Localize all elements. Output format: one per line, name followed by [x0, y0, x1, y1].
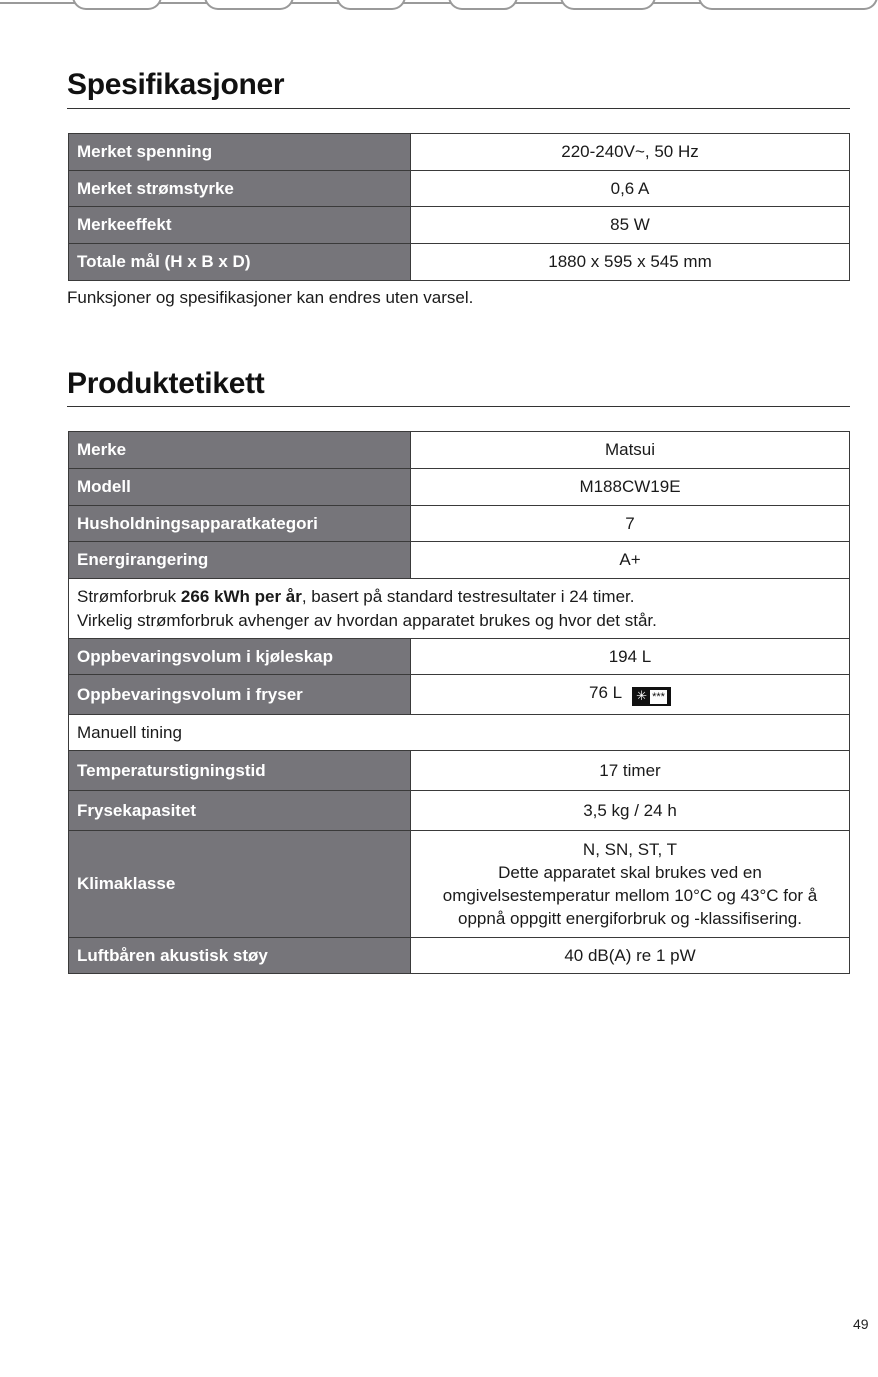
- climate-line: omgivelsestemperatur mellom 10°C og 43°C for å: [442, 886, 818, 905]
- spec-heading-rule: [67, 108, 850, 109]
- energy-rating-value: A+: [411, 542, 850, 579]
- label-row-energy-rating: [69, 542, 850, 579]
- spec-row: [69, 207, 850, 244]
- freezer-volume-cell: [411, 675, 850, 715]
- spec-row: [69, 171, 850, 207]
- label-row-climate: [69, 831, 850, 938]
- spec-row: [69, 134, 850, 171]
- label-row-category: [69, 506, 850, 542]
- energy-rating-label: Energirangering: [69, 542, 411, 579]
- climate-classes: N, SN, ST, T: [582, 840, 678, 859]
- label-heading: Produktetikett: [67, 367, 265, 400]
- label-row-freezer-volume: [69, 675, 850, 715]
- fridge-volume-value: 194 L: [411, 639, 850, 675]
- spec-label: Merkeeffekt: [69, 207, 411, 244]
- tab-4[interactable]: [448, 0, 518, 10]
- label-heading-rule: [67, 406, 850, 407]
- model-label: Modell: [69, 469, 411, 506]
- climate-line: oppnå oppgitt energiforbruk og -klassifisering.: [458, 909, 802, 928]
- tab-5[interactable]: [560, 0, 656, 10]
- noise-value: 40 dB(A) re 1 pW: [411, 938, 850, 974]
- tab-6[interactable]: [698, 0, 878, 10]
- page-number: 49: [853, 1316, 869, 1332]
- fridge-volume-label: Oppbevaringsvolum i kjøleskap: [69, 639, 411, 675]
- noise-label: Luftbåren akustisk støy: [69, 938, 411, 974]
- label-row-temp-rise: [69, 751, 850, 791]
- category-label: Husholdningsapparatkategori: [69, 506, 411, 542]
- label-row-freeze-capacity: [69, 791, 850, 831]
- category-value: 7: [411, 506, 850, 542]
- consumption-amount: 266 kWh per år: [180, 586, 302, 606]
- label-row-consumption: [69, 579, 850, 639]
- spec-heading: Spesifikasjoner: [67, 68, 285, 101]
- consumption-note: Virkelig strømforbruk avhenger av hvordan apparatet brukes og hvor det står.: [77, 610, 657, 630]
- spec-disclaimer: Funksjoner og spesifikasjoner kan endres uten varsel.: [67, 288, 474, 307]
- spec-label: Totale mål (H x B x D): [69, 244, 411, 281]
- label-row-noise: [69, 938, 850, 974]
- climate-line: Dette apparatet skal brukes ved en: [498, 863, 762, 882]
- label-row-defrost: [69, 715, 850, 751]
- freeze-capacity-label: Frysekapasitet: [69, 791, 411, 831]
- climate-label: Klimaklasse: [69, 831, 411, 938]
- freeze-capacity-value: 3,5 kg / 24 h: [411, 791, 850, 831]
- brand-label: Merke: [69, 432, 411, 469]
- spec-table: [68, 133, 850, 281]
- spec-value: 0,6 A: [411, 171, 850, 207]
- spec-label: Merket spenning: [69, 134, 411, 171]
- brand-value: Matsui: [411, 432, 850, 469]
- consumption-text: [69, 579, 850, 639]
- snowflake-icon: ✳: [636, 688, 648, 703]
- spec-row: [69, 244, 850, 281]
- spec-label: Merket strømstyrke: [69, 171, 411, 207]
- consumption-prefix: Strømforbruk: [77, 586, 181, 606]
- freezer-volume-value: 76 L: [589, 683, 622, 702]
- tab-1[interactable]: [72, 0, 162, 10]
- tab-3[interactable]: [336, 0, 406, 10]
- label-row-brand: [69, 432, 850, 469]
- tab-2[interactable]: [204, 0, 294, 10]
- label-row-fridge-volume: [69, 639, 850, 675]
- three-star-icon: ***: [652, 691, 665, 703]
- label-row-model: [69, 469, 850, 506]
- model-value: M188CW19E: [411, 469, 850, 506]
- spec-value: 220-240V~, 50 Hz: [411, 134, 850, 171]
- consumption-suffix: , basert på standard testresultater i 24 timer.: [301, 586, 635, 606]
- product-label-table: [68, 431, 850, 974]
- freezer-volume-label: Oppbevaringsvolum i fryser: [69, 675, 411, 715]
- spec-value: 1880 x 595 x 545 mm: [411, 244, 850, 281]
- top-tab-strip: [0, 0, 865, 14]
- temp-rise-value: 17 timer: [411, 751, 850, 791]
- climate-value: [411, 831, 850, 938]
- temp-rise-label: Temperaturstigningstid: [69, 751, 411, 791]
- spec-value: 85 W: [411, 207, 850, 244]
- defrost-text: Manuell tining: [69, 715, 850, 751]
- four-star-freezer-icon: [632, 687, 671, 706]
